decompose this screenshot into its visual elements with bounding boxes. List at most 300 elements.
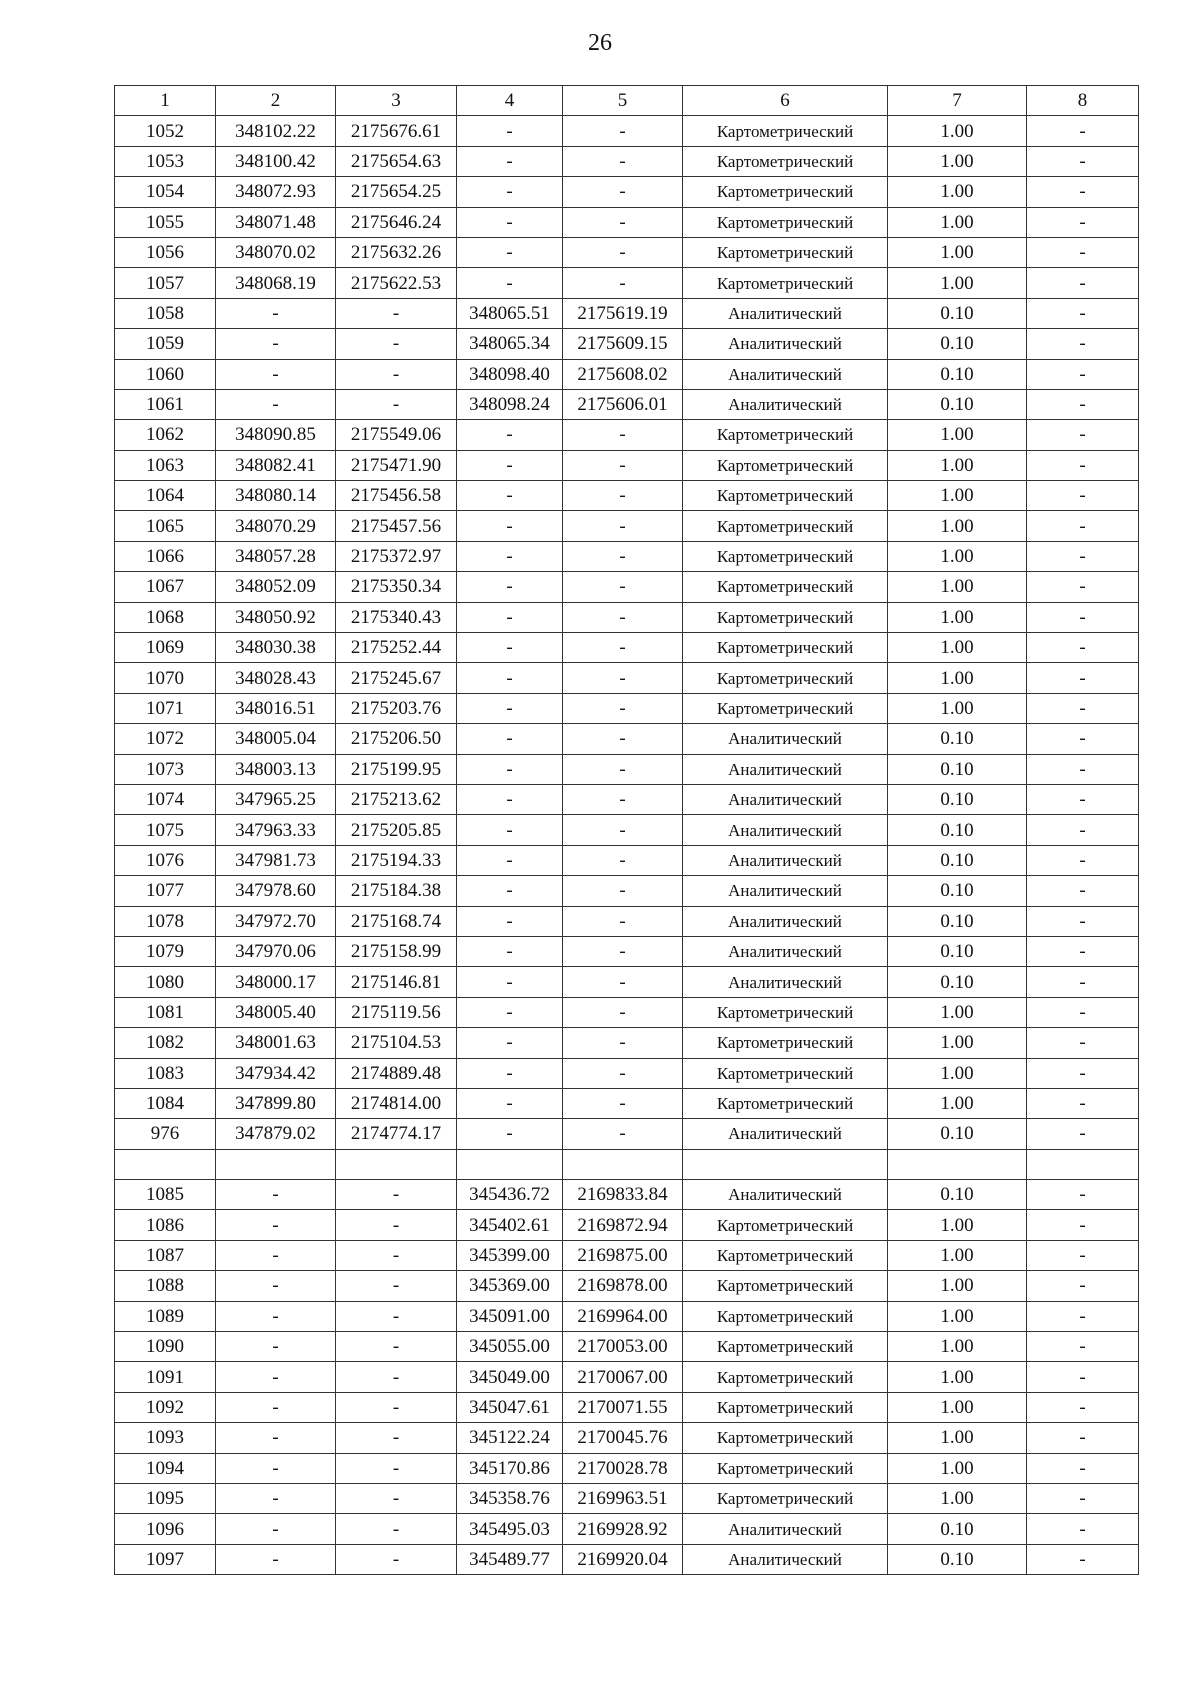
cell-x-new: - xyxy=(457,602,563,632)
cell-note: - xyxy=(1027,936,1139,966)
cell-x-new: 348065.51 xyxy=(457,298,563,328)
cell-method: Картометрический xyxy=(683,1301,888,1331)
cell-method: Картометрический xyxy=(683,1028,888,1058)
table-body xyxy=(115,116,1139,1575)
cell-point-number: 1095 xyxy=(115,1483,216,1513)
cell-y-new: 2175609.15 xyxy=(563,329,683,359)
cell-y-existing: 2175622.53 xyxy=(336,268,457,298)
cell-y-existing: - xyxy=(336,1362,457,1392)
cell-y-new: - xyxy=(563,1058,683,1088)
cell-y-new: - xyxy=(563,420,683,450)
cell-x-existing: 348052.09 xyxy=(216,572,336,602)
cell-point-number: 1070 xyxy=(115,663,216,693)
table-row xyxy=(115,784,1139,814)
cell-x-new: - xyxy=(457,511,563,541)
table-row xyxy=(115,815,1139,845)
table-row xyxy=(115,1544,1139,1574)
cell-y-new: - xyxy=(563,845,683,875)
cell-x-new: - xyxy=(457,116,563,146)
header-cell-2: 2 xyxy=(216,86,336,116)
table-row xyxy=(115,207,1139,237)
cell-x-new: - xyxy=(457,268,563,298)
cell-x-new: - xyxy=(457,906,563,936)
cell-x-new: - xyxy=(457,1058,563,1088)
cell-method: Картометрический xyxy=(683,481,888,511)
cell-note xyxy=(1027,1149,1139,1179)
cell-x-new: - xyxy=(457,815,563,845)
cell-x-new: - xyxy=(457,724,563,754)
cell-x-existing: 347970.06 xyxy=(216,936,336,966)
cell-y-new: 2170045.76 xyxy=(563,1423,683,1453)
cell-y-new: 2169875.00 xyxy=(563,1240,683,1270)
cell-method: Картометрический xyxy=(683,207,888,237)
table-row xyxy=(115,1058,1139,1088)
cell-y-existing: 2175199.95 xyxy=(336,754,457,784)
cell-x-existing: 347978.60 xyxy=(216,876,336,906)
cell-x-new: 345358.76 xyxy=(457,1483,563,1513)
cell-x-existing: - xyxy=(216,1332,336,1362)
cell-method: Картометрический xyxy=(683,1058,888,1088)
cell-x-existing: 348005.40 xyxy=(216,997,336,1027)
cell-y-new: 2175608.02 xyxy=(563,359,683,389)
cell-x-new: - xyxy=(457,754,563,784)
cell-x-new: 345489.77 xyxy=(457,1544,563,1574)
cell-accuracy: 1.00 xyxy=(888,1210,1027,1240)
cell-y-new: - xyxy=(563,663,683,693)
cell-x-new: - xyxy=(457,541,563,571)
cell-point-number: 1094 xyxy=(115,1453,216,1483)
table-row xyxy=(115,997,1139,1027)
cell-method: Картометрический xyxy=(683,1453,888,1483)
cell-y-existing: 2175457.56 xyxy=(336,511,457,541)
table-row xyxy=(115,1301,1139,1331)
cell-x-new: 348098.24 xyxy=(457,389,563,419)
cell-x-existing: 348102.22 xyxy=(216,116,336,146)
cell-note: - xyxy=(1027,1028,1139,1058)
cell-accuracy: 1.00 xyxy=(888,146,1027,176)
cell-point-number: 1069 xyxy=(115,633,216,663)
table-row xyxy=(115,1514,1139,1544)
cell-y-existing: - xyxy=(336,1483,457,1513)
table-row xyxy=(115,1392,1139,1422)
cell-y-new: - xyxy=(563,967,683,997)
cell-y-new: - xyxy=(563,541,683,571)
cell-y-new: - xyxy=(563,906,683,936)
cell-point-number: 1060 xyxy=(115,359,216,389)
cell-x-new: - xyxy=(457,1088,563,1118)
cell-method: Картометрический xyxy=(683,511,888,541)
cell-method: Картометрический xyxy=(683,663,888,693)
table-row xyxy=(115,116,1139,146)
cell-point-number: 1061 xyxy=(115,389,216,419)
cell-accuracy: 0.10 xyxy=(888,329,1027,359)
cell-x-existing: - xyxy=(216,1514,336,1544)
cell-x-existing: 347934.42 xyxy=(216,1058,336,1088)
table-row xyxy=(115,511,1139,541)
table-row xyxy=(115,1028,1139,1058)
cell-accuracy: 0.10 xyxy=(888,784,1027,814)
cell-note: - xyxy=(1027,1544,1139,1574)
cell-method: Аналитический xyxy=(683,967,888,997)
cell-method: Аналитический xyxy=(683,298,888,328)
table-row xyxy=(115,754,1139,784)
cell-note: - xyxy=(1027,693,1139,723)
cell-note: - xyxy=(1027,602,1139,632)
cell-point-number: 1073 xyxy=(115,754,216,784)
cell-y-existing: 2175203.76 xyxy=(336,693,457,723)
cell-x-existing: 348028.43 xyxy=(216,663,336,693)
cell-note: - xyxy=(1027,177,1139,207)
cell-method: Картометрический xyxy=(683,268,888,298)
cell-note: - xyxy=(1027,420,1139,450)
cell-x-new: 345049.00 xyxy=(457,1362,563,1392)
cell-note: - xyxy=(1027,1180,1139,1210)
table-row xyxy=(115,450,1139,480)
cell-y-new: 2169833.84 xyxy=(563,1180,683,1210)
cell-x-existing: 348070.02 xyxy=(216,237,336,267)
cell-y-existing: 2174889.48 xyxy=(336,1058,457,1088)
table-row xyxy=(115,541,1139,571)
cell-accuracy: 0.10 xyxy=(888,754,1027,784)
cell-point-number: 1079 xyxy=(115,936,216,966)
cell-point-number: 1053 xyxy=(115,146,216,176)
cell-x-existing: 347972.70 xyxy=(216,906,336,936)
cell-point-number: 1076 xyxy=(115,845,216,875)
cell-note: - xyxy=(1027,997,1139,1027)
cell-x-new: 345122.24 xyxy=(457,1423,563,1453)
table-row xyxy=(115,1240,1139,1270)
cell-x-new: - xyxy=(457,936,563,966)
cell-note: - xyxy=(1027,146,1139,176)
cell-point-number: 1081 xyxy=(115,997,216,1027)
cell-x-new: - xyxy=(457,1119,563,1149)
cell-x-existing: 348070.29 xyxy=(216,511,336,541)
cell-x-existing: - xyxy=(216,329,336,359)
table-row xyxy=(115,420,1139,450)
table-row xyxy=(115,1423,1139,1453)
cell-y-new: 2169963.51 xyxy=(563,1483,683,1513)
cell-y-existing: - xyxy=(336,1544,457,1574)
cell-point-number: 1065 xyxy=(115,511,216,541)
cell-y-new: - xyxy=(563,1028,683,1058)
cell-x-new: - xyxy=(457,572,563,602)
table-header xyxy=(115,86,1139,116)
cell-x-existing: 348001.63 xyxy=(216,1028,336,1058)
table-row xyxy=(115,389,1139,419)
cell-method: Аналитический xyxy=(683,1119,888,1149)
cell-y-new: - xyxy=(563,481,683,511)
cell-point-number: 1057 xyxy=(115,268,216,298)
cell-x-existing: 348003.13 xyxy=(216,754,336,784)
cell-y-existing: - xyxy=(336,1240,457,1270)
cell-method: Картометрический xyxy=(683,693,888,723)
cell-y-existing xyxy=(336,1149,457,1179)
table-row xyxy=(115,693,1139,723)
cell-x-new: 345495.03 xyxy=(457,1514,563,1544)
cell-y-existing: 2175184.38 xyxy=(336,876,457,906)
cell-y-existing: - xyxy=(336,1453,457,1483)
cell-point-number: 1072 xyxy=(115,724,216,754)
cell-x-existing: 348057.28 xyxy=(216,541,336,571)
table-row xyxy=(115,876,1139,906)
cell-point-number: 1097 xyxy=(115,1544,216,1574)
cell-y-existing: 2175168.74 xyxy=(336,906,457,936)
cell-method: Картометрический xyxy=(683,1392,888,1422)
cell-x-new: 345399.00 xyxy=(457,1240,563,1270)
cell-note: - xyxy=(1027,572,1139,602)
cell-x-new: - xyxy=(457,177,563,207)
cell-note: - xyxy=(1027,1453,1139,1483)
cell-point-number: 1096 xyxy=(115,1514,216,1544)
cell-point-number: 1093 xyxy=(115,1423,216,1453)
cell-method: Картометрический xyxy=(683,1362,888,1392)
table-row xyxy=(115,1332,1139,1362)
cell-accuracy: 1.00 xyxy=(888,541,1027,571)
cell-accuracy: 1.00 xyxy=(888,177,1027,207)
cell-y-new: 2169878.00 xyxy=(563,1271,683,1301)
cell-point-number: 1063 xyxy=(115,450,216,480)
cell-x-existing: - xyxy=(216,1453,336,1483)
cell-method: Аналитический xyxy=(683,329,888,359)
cell-y-new: 2170028.78 xyxy=(563,1453,683,1483)
cell-accuracy: 1.00 xyxy=(888,997,1027,1027)
cell-y-new: 2170053.00 xyxy=(563,1332,683,1362)
cell-note: - xyxy=(1027,389,1139,419)
cell-x-new: - xyxy=(457,481,563,511)
cell-y-new: 2169920.04 xyxy=(563,1544,683,1574)
header-cell-5: 5 xyxy=(563,86,683,116)
table-row xyxy=(115,906,1139,936)
table-row xyxy=(115,146,1139,176)
cell-method: Картометрический xyxy=(683,177,888,207)
cell-method: Картометрический xyxy=(683,1088,888,1118)
cell-note: - xyxy=(1027,1240,1139,1270)
cell-accuracy: 1.00 xyxy=(888,1058,1027,1088)
cell-method: Аналитический xyxy=(683,389,888,419)
cell-y-new: - xyxy=(563,936,683,966)
cell-y-existing: 2174814.00 xyxy=(336,1088,457,1118)
cell-y-existing: 2175146.81 xyxy=(336,967,457,997)
cell-method: Картометрический xyxy=(683,541,888,571)
header-cell-4: 4 xyxy=(457,86,563,116)
table-row xyxy=(115,359,1139,389)
cell-accuracy: 1.00 xyxy=(888,572,1027,602)
cell-x-existing: - xyxy=(216,298,336,328)
cell-accuracy: 1.00 xyxy=(888,1028,1027,1058)
cell-x-existing: - xyxy=(216,1180,336,1210)
table-row xyxy=(115,1088,1139,1118)
cell-point-number: 1078 xyxy=(115,906,216,936)
cell-y-new: - xyxy=(563,1088,683,1118)
cell-y-existing: - xyxy=(336,1514,457,1544)
table-row xyxy=(115,572,1139,602)
cell-accuracy: 1.00 xyxy=(888,1088,1027,1118)
cell-method: Картометрический xyxy=(683,420,888,450)
cell-note: - xyxy=(1027,1119,1139,1149)
cell-method: Картометрический xyxy=(683,1483,888,1513)
table-row xyxy=(115,602,1139,632)
cell-accuracy: 1.00 xyxy=(888,116,1027,146)
table-row xyxy=(115,1180,1139,1210)
cell-point-number: 1080 xyxy=(115,967,216,997)
table-row xyxy=(115,329,1139,359)
cell-point-number: 1055 xyxy=(115,207,216,237)
cell-accuracy: 1.00 xyxy=(888,268,1027,298)
cell-point-number: 1074 xyxy=(115,784,216,814)
cell-note: - xyxy=(1027,845,1139,875)
page-number: 26 xyxy=(588,30,612,56)
cell-note: - xyxy=(1027,784,1139,814)
cell-x-existing: 348090.85 xyxy=(216,420,336,450)
cell-y-new: - xyxy=(563,602,683,632)
cell-accuracy: 1.00 xyxy=(888,1301,1027,1331)
cell-note: - xyxy=(1027,1301,1139,1331)
cell-note: - xyxy=(1027,1271,1139,1301)
cell-point-number xyxy=(115,1149,216,1179)
cell-y-existing: 2175654.25 xyxy=(336,177,457,207)
cell-note: - xyxy=(1027,541,1139,571)
cell-note: - xyxy=(1027,1332,1139,1362)
cell-y-new: - xyxy=(563,450,683,480)
cell-x-new: - xyxy=(457,663,563,693)
cell-method: Картометрический xyxy=(683,572,888,602)
cell-point-number: 1062 xyxy=(115,420,216,450)
cell-method: Аналитический xyxy=(683,1180,888,1210)
cell-note: - xyxy=(1027,1423,1139,1453)
cell-x-existing xyxy=(216,1149,336,1179)
cell-y-new: - xyxy=(563,633,683,663)
cell-y-new: - xyxy=(563,146,683,176)
cell-y-new: 2170067.00 xyxy=(563,1362,683,1392)
table-row xyxy=(115,1453,1139,1483)
table-row xyxy=(115,967,1139,997)
cell-y-existing: - xyxy=(336,1423,457,1453)
cell-method: Аналитический xyxy=(683,1544,888,1574)
cell-y-existing: - xyxy=(336,1332,457,1362)
table-row xyxy=(115,237,1139,267)
cell-y-existing: 2175252.44 xyxy=(336,633,457,663)
cell-note: - xyxy=(1027,967,1139,997)
cell-note: - xyxy=(1027,298,1139,328)
cell-accuracy: 0.10 xyxy=(888,845,1027,875)
cell-y-new: - xyxy=(563,237,683,267)
cell-x-existing: 348030.38 xyxy=(216,633,336,663)
cell-note: - xyxy=(1027,268,1139,298)
cell-y-new: - xyxy=(563,1119,683,1149)
cell-point-number: 1091 xyxy=(115,1362,216,1392)
cell-note: - xyxy=(1027,906,1139,936)
cell-accuracy: 0.10 xyxy=(888,1180,1027,1210)
cell-y-new: - xyxy=(563,815,683,845)
cell-method: Аналитический xyxy=(683,1514,888,1544)
cell-note: - xyxy=(1027,1088,1139,1118)
cell-x-existing: - xyxy=(216,1301,336,1331)
table-row xyxy=(115,1149,1139,1179)
cell-x-new: - xyxy=(457,633,563,663)
cell-y-existing: 2175158.99 xyxy=(336,936,457,966)
cell-accuracy: 0.10 xyxy=(888,876,1027,906)
cell-accuracy: 0.10 xyxy=(888,298,1027,328)
table-row xyxy=(115,845,1139,875)
cell-note: - xyxy=(1027,1514,1139,1544)
cell-point-number: 1085 xyxy=(115,1180,216,1210)
cell-x-existing: - xyxy=(216,1483,336,1513)
cell-x-new: 345091.00 xyxy=(457,1301,563,1331)
cell-accuracy: 1.00 xyxy=(888,511,1027,541)
cell-note: - xyxy=(1027,633,1139,663)
cell-point-number: 1090 xyxy=(115,1332,216,1362)
cell-y-new: 2169928.92 xyxy=(563,1514,683,1544)
header-cell-6: 6 xyxy=(683,86,888,116)
cell-y-new: - xyxy=(563,997,683,1027)
cell-x-existing: - xyxy=(216,1392,336,1422)
cell-y-new: - xyxy=(563,754,683,784)
cell-point-number: 1068 xyxy=(115,602,216,632)
cell-note: - xyxy=(1027,481,1139,511)
cell-y-new: - xyxy=(563,572,683,602)
table-row xyxy=(115,1119,1139,1149)
cell-accuracy: 0.10 xyxy=(888,359,1027,389)
cell-method: Аналитический xyxy=(683,784,888,814)
cell-x-new: 345402.61 xyxy=(457,1210,563,1240)
cell-x-existing: 348068.19 xyxy=(216,268,336,298)
cell-accuracy: 0.10 xyxy=(888,906,1027,936)
cell-x-existing: 347965.25 xyxy=(216,784,336,814)
cell-y-new: - xyxy=(563,693,683,723)
cell-x-existing: - xyxy=(216,359,336,389)
cell-x-new: - xyxy=(457,450,563,480)
cell-x-new: - xyxy=(457,876,563,906)
cell-x-new: 345047.61 xyxy=(457,1392,563,1422)
cell-y-new: 2175606.01 xyxy=(563,389,683,419)
cell-point-number: 1064 xyxy=(115,481,216,511)
cell-method: Аналитический xyxy=(683,359,888,389)
cell-x-existing: - xyxy=(216,389,336,419)
cell-y-existing: - xyxy=(336,1210,457,1240)
cell-method: Картометрический xyxy=(683,450,888,480)
table-row xyxy=(115,1362,1139,1392)
cell-y-existing: 2175194.33 xyxy=(336,845,457,875)
cell-y-new: - xyxy=(563,784,683,814)
cell-x-new: 345055.00 xyxy=(457,1332,563,1362)
cell-point-number: 1075 xyxy=(115,815,216,845)
cell-x-new: - xyxy=(457,693,563,723)
table-row xyxy=(115,633,1139,663)
cell-point-number: 1083 xyxy=(115,1058,216,1088)
cell-method: Картометрический xyxy=(683,1423,888,1453)
cell-point-number: 1088 xyxy=(115,1271,216,1301)
cell-note: - xyxy=(1027,359,1139,389)
cell-note: - xyxy=(1027,1392,1139,1422)
cell-point-number: 1058 xyxy=(115,298,216,328)
cell-y-existing: - xyxy=(336,298,457,328)
cell-method: Аналитический xyxy=(683,815,888,845)
cell-y-existing: 2175471.90 xyxy=(336,450,457,480)
cell-accuracy: 0.10 xyxy=(888,389,1027,419)
cell-point-number: 1082 xyxy=(115,1028,216,1058)
cell-y-existing: - xyxy=(336,359,457,389)
cell-method: Картометрический xyxy=(683,146,888,176)
cell-y-new: - xyxy=(563,268,683,298)
cell-accuracy: 0.10 xyxy=(888,724,1027,754)
cell-note: - xyxy=(1027,511,1139,541)
header-cell-3: 3 xyxy=(336,86,457,116)
cell-accuracy: 1.00 xyxy=(888,1423,1027,1453)
cell-method: Картометрический xyxy=(683,1240,888,1270)
cell-x-existing: 348082.41 xyxy=(216,450,336,480)
cell-x-existing: - xyxy=(216,1210,336,1240)
cell-point-number: 1071 xyxy=(115,693,216,723)
